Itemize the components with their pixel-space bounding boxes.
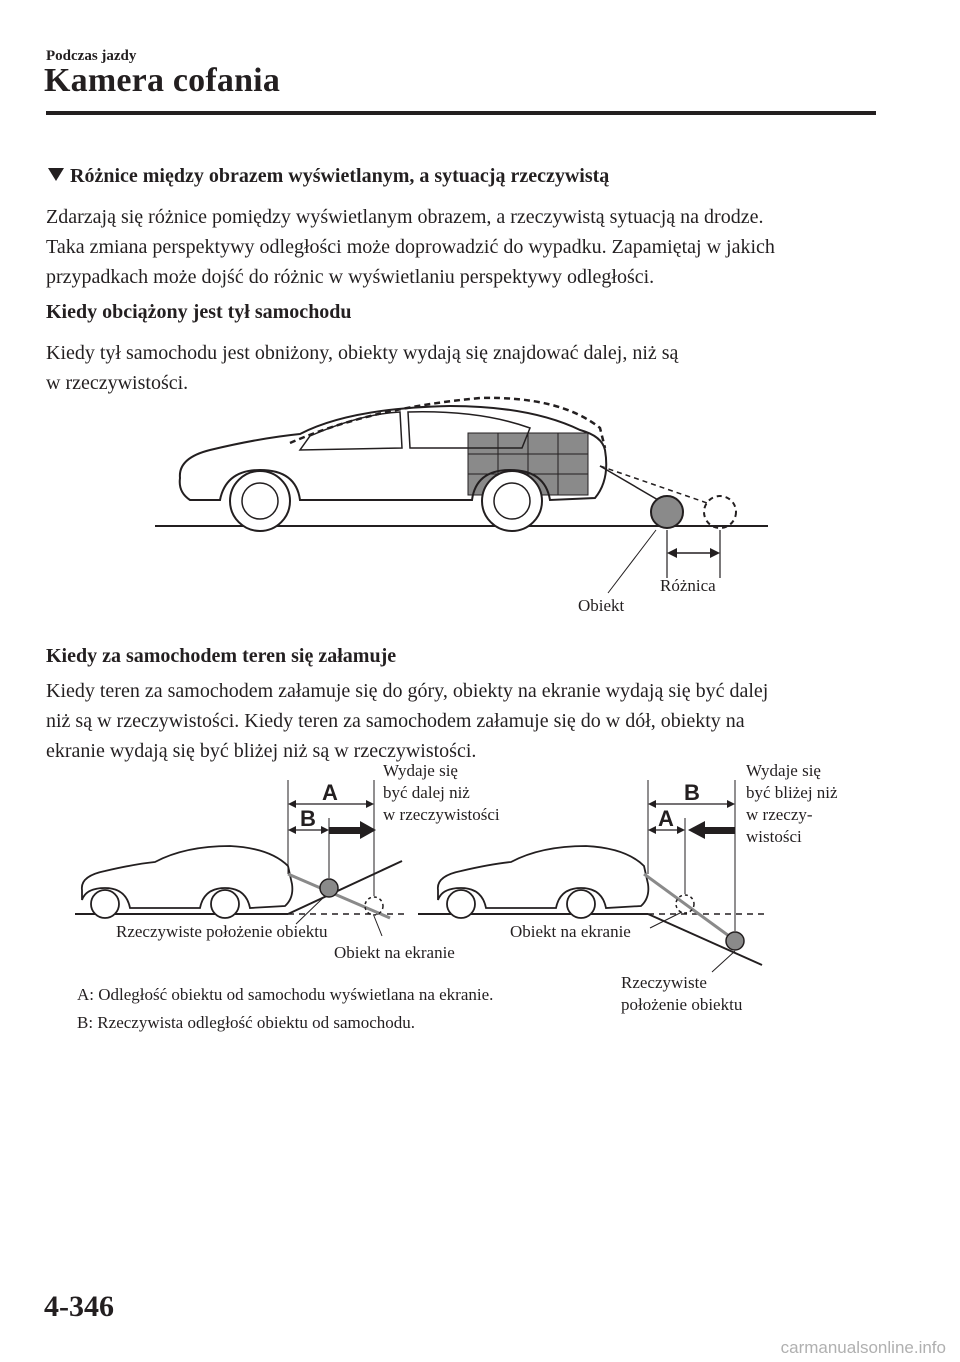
rear-wheel xyxy=(482,471,542,531)
right-label-actual-line: położenie obiektu xyxy=(621,995,743,1014)
legend-a: A: Odległość obiektu od samochodu wyświetlana na ekranie. xyxy=(77,985,494,1004)
falling-ground xyxy=(648,914,762,965)
intro-line: Zdarzają się różnice pomiędzy wyświetlanym obrazem, a rzeczywistą sytuacją na drodze. xyxy=(46,206,764,228)
subheading xyxy=(48,165,609,188)
subheading-text: Różnice między obrazem wyświetlanym, a sytuacją rzeczywistą xyxy=(70,165,610,187)
right-letter-b: B xyxy=(684,780,700,805)
left-sight-line xyxy=(288,874,390,918)
terrain-figure xyxy=(60,758,838,1048)
case1-line: w rzeczywistości. xyxy=(46,372,189,394)
left-note-line: w rzeczywistości xyxy=(383,805,500,824)
left-panel xyxy=(75,761,500,962)
right-note-line: Wydaje się xyxy=(746,761,821,780)
left-label-onscreen: Obiekt na ekranie xyxy=(334,943,455,962)
intro-paragraph xyxy=(46,202,876,292)
rising-ground xyxy=(288,861,402,914)
left-note-line: być dalej niż xyxy=(383,783,470,802)
watermark: carmanualsonline.info xyxy=(780,1338,946,1357)
case2-line: niż są w rzeczywistości. Kiedy teren za samochodem załamuje się do w dół, obiekty na xyxy=(46,710,745,732)
left-letter-a: A xyxy=(322,780,338,805)
left-object-actual xyxy=(320,879,338,897)
legend-b: B: Rzeczywista odległość obiektu od samochodu. xyxy=(77,1013,416,1032)
case1-line: Kiedy tył samochodu jest obniżony, obiekty wydają się znajdować dalej, niż są xyxy=(46,342,679,364)
title-divider xyxy=(46,111,876,115)
case2-line: ekranie wydają się być bliżej niż są w rzeczywistości. xyxy=(46,740,477,762)
right-label-actual-line: Rzeczywiste xyxy=(621,973,707,992)
case2-line: Kiedy teren za samochodem załamuje się do góry, obiekty na ekranie wydają się być dalej xyxy=(46,680,769,702)
left-letter-b: B xyxy=(300,806,316,831)
page-title: Kamera cofania xyxy=(44,62,281,99)
intro-line: Taka zmiana perspektywy odległości może doprowadzić do wypadku. Zapamiętaj w jakich xyxy=(46,236,775,258)
case2-paragraph xyxy=(46,676,876,766)
right-note-line: wistości xyxy=(746,827,802,846)
label-object: Obiekt xyxy=(578,596,625,615)
object-apparent xyxy=(704,496,736,528)
triangle-bullet-icon xyxy=(48,168,64,181)
label-difference: Różnica xyxy=(660,576,716,595)
object-actual xyxy=(651,496,683,528)
right-note-line: w rzeczy- xyxy=(746,805,813,824)
case2-heading: Kiedy za samochodem teren się załamuje xyxy=(46,645,397,667)
right-object-actual xyxy=(726,932,744,950)
front-wheel xyxy=(230,471,290,531)
section-label: Podczas jazdy xyxy=(46,48,137,64)
right-label-onscreen: Obiekt na ekranie xyxy=(510,922,631,941)
loaded-rear-figure xyxy=(150,388,780,628)
page-number: 4-346 xyxy=(44,1290,114,1323)
left-note-line: Wydaje się xyxy=(383,761,458,780)
left-label-actual: Rzeczywiste położenie obiektu xyxy=(116,922,328,941)
car-window-front xyxy=(300,412,402,450)
right-note-line: być bliżej niż xyxy=(746,783,838,802)
case1-heading: Kiedy obciążony jest tył samochodu xyxy=(46,301,352,323)
right-letter-a: A xyxy=(658,806,674,831)
left-big-arrow xyxy=(329,827,363,834)
right-big-arrow xyxy=(702,827,735,834)
intro-line: przypadkach może dojść do różnic w wyświetlaniu perspektywy odległości. xyxy=(46,266,655,288)
right-panel xyxy=(418,761,838,1014)
